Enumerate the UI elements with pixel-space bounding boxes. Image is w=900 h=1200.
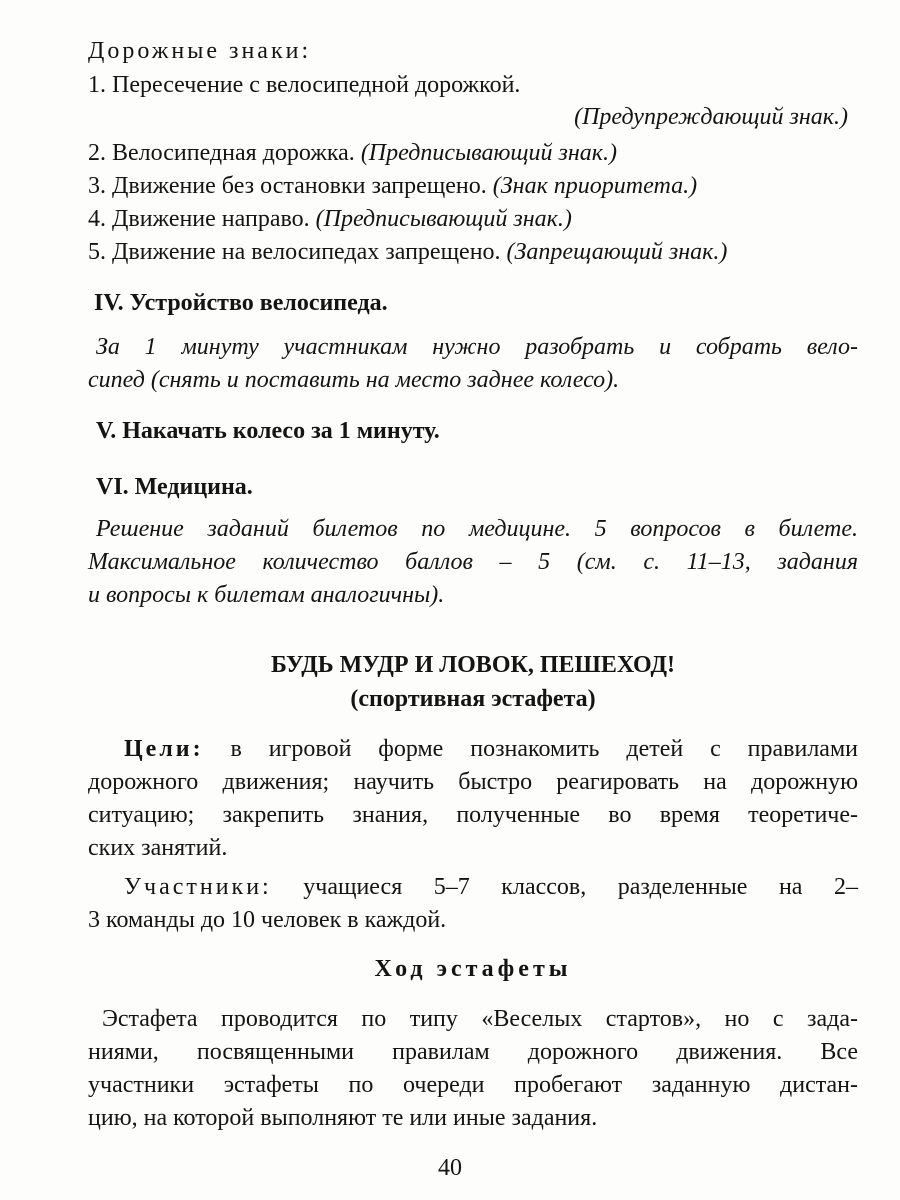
section6-line-1: Решение заданий билетов по медицине. 5 вопросов в билете.	[96, 516, 858, 542]
course-heading: Ход эстафеты	[374, 956, 572, 982]
section6-title: VI. Медицина.	[96, 474, 253, 500]
course-line-3: участники эстафеты по очереди пробегают заданную дистан-	[88, 1072, 858, 1098]
section5-title: V. Накачать колесо за 1 минуту.	[96, 418, 440, 444]
course-line-2: ниями, посвященными правилам дорожного движения. Все	[88, 1039, 858, 1065]
relay-title: БУДЬ МУДР И ЛОВОК, ПЕШЕХОД!	[270, 652, 676, 678]
page-number: 40	[438, 1155, 462, 1181]
section6-line-3: и вопросы к билетам аналогичны).	[88, 582, 445, 608]
sign-item-2: 2. Велосипедная дорожка. (Предписывающий знак.)	[88, 140, 618, 166]
section4-line-2: сипед (снять и поставить на место заднее колесо).	[88, 367, 620, 393]
goals-line-1: Цели: в игровой форме познакомить детей с правилами	[124, 736, 858, 762]
sign-item-5: 5. Движение на велосипедах запрещено. (Запрещающий знак.)	[88, 239, 728, 265]
goals-line-2: дорожного движения; научить быстро реагировать на дорожную	[88, 769, 858, 795]
sign-item-1: 1. Пересечение с велосипедной дорожкой.	[88, 72, 521, 98]
sign-note-1: (Предупреждающий знак.)	[574, 104, 848, 130]
course-line-1: Эстафета проводится по типу «Веселых стартов», но с зада-	[102, 1006, 858, 1032]
relay-subtitle: (спортивная эстафета)	[350, 686, 596, 712]
goals-line-3: ситуацию; закрепить знания, полученные во время теоретиче-	[88, 802, 858, 828]
sign-item-4: 4. Движение направо. (Предписывающий знак.)	[88, 206, 572, 232]
section4-line-1: За 1 минуту участникам нужно разобрать и собрать вело-	[96, 334, 858, 360]
section6-line-2: Максимальное количество баллов – 5 (см. с. 11–13, задания	[88, 549, 858, 575]
participants-line-1: Участники: учащиеся 5–7 классов, разделенные на 2–	[124, 874, 858, 900]
goals-line-4: ских занятий.	[88, 835, 228, 861]
section4-title: IV. Устройство велосипеда.	[94, 290, 388, 316]
road-signs-heading: Дорожные знаки:	[88, 38, 312, 64]
participants-line-2: 3 команды до 10 человек в каждой.	[88, 907, 447, 933]
sign-item-3: 3. Движение без остановки запрещено. (Знак приоритета.)	[88, 173, 698, 199]
course-line-4: цию, на которой выполняют те или иные задания.	[88, 1105, 598, 1131]
